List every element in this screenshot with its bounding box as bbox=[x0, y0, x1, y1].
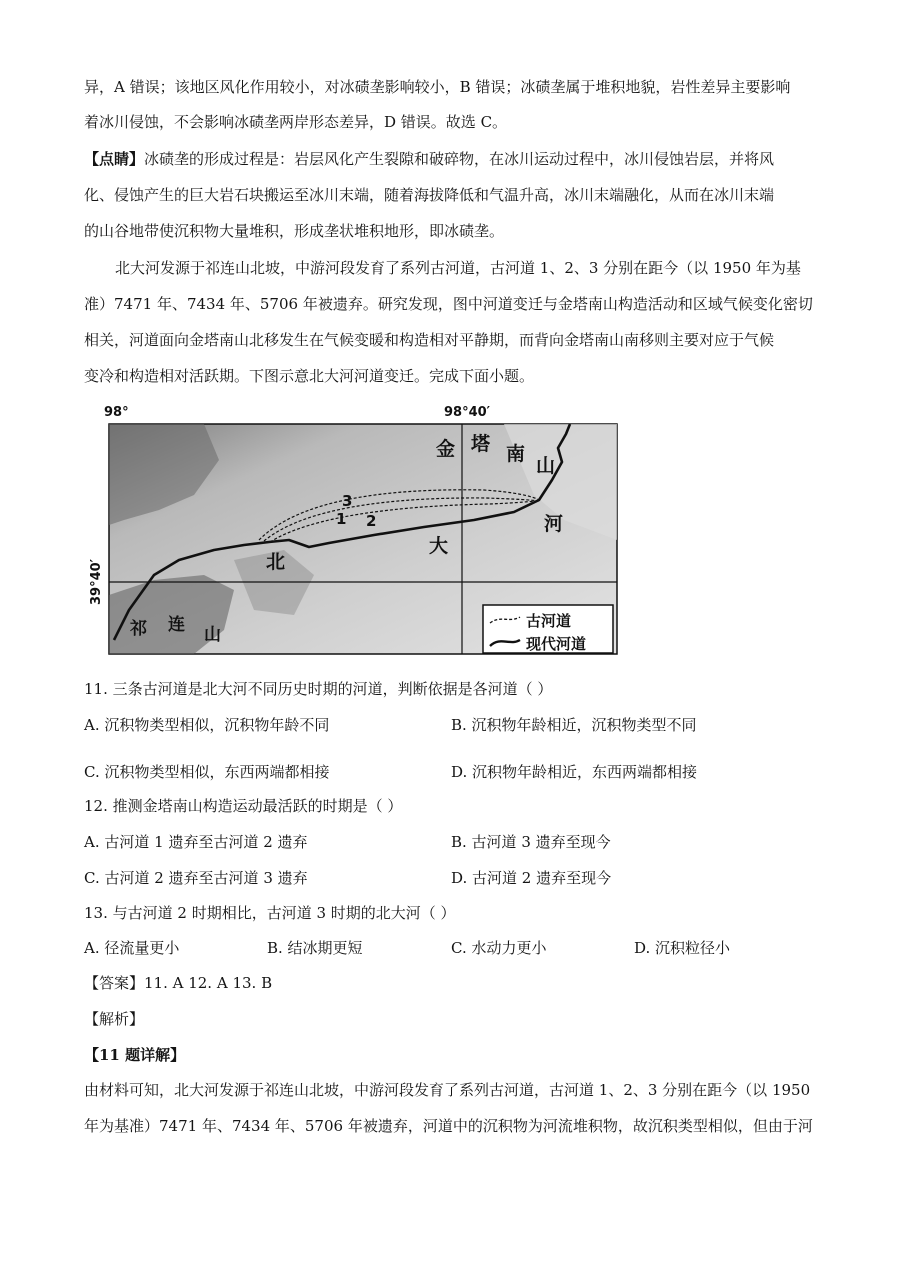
analysis-tag: 【解析】 bbox=[84, 1010, 145, 1028]
detail-line: 年为基准）7471 年、7434 年、5706 年被遗弃，河道中的沉积物为河流堆积物，故沉积类型相似，但由于河 bbox=[84, 1117, 813, 1135]
question-option: D. 古河道 2 遗弃至现今 bbox=[451, 869, 612, 887]
channel-number-2: 2 bbox=[366, 512, 377, 530]
lon-label-left: 98° bbox=[104, 405, 129, 420]
question-stem: 12. 推测金塔南山构造运动最活跃的时期是（ ） bbox=[84, 797, 403, 815]
lat-label: 39°40′ bbox=[89, 558, 104, 605]
question-option: B. 沉积物年龄相近，沉积物类型不同 bbox=[451, 716, 697, 734]
legend-old-label: 古河道 bbox=[526, 612, 572, 630]
mountain-south-char: 山 bbox=[204, 625, 221, 645]
material-line: 准）7471 年、7434 年、5706 年被遗弃。研究发现，图中河道变迁与金塔南山构造活动和区域气候变化密切 bbox=[84, 295, 813, 313]
question-option: C. 水动力更小 bbox=[451, 939, 547, 957]
channel-number-1: 1 bbox=[336, 510, 347, 528]
material-line: 北大河发源于祁连山北坡，中游河段发育了系列古河道，古河道 1、2、3 分别在距今（以 1950 年为基 bbox=[115, 259, 801, 277]
mountain-north-char: 金 bbox=[436, 438, 456, 460]
question-option: A. 古河道 1 遗弃至古河道 2 遗弃 bbox=[84, 833, 308, 851]
detail-tag: 【11 题详解】 bbox=[84, 1046, 186, 1064]
river-change-map bbox=[84, 400, 624, 660]
channel-number-3: 3 bbox=[342, 492, 353, 510]
material-line: 变冷和构造相对活跃期。下图示意北大河河道变迁。完成下面小题。 bbox=[84, 367, 535, 385]
river-char: 大 bbox=[429, 535, 449, 557]
material-line: 相关，河道面向金塔南山北移发生在气候变暖和构造相对平静期，而背向金塔南山南移则主要对应于气候 bbox=[84, 331, 775, 349]
legend-modern-label: 现代河道 bbox=[526, 635, 587, 653]
river-char: 北 bbox=[266, 551, 286, 573]
question-option: D. 沉积物年龄相近，东西两端都相接 bbox=[451, 763, 698, 781]
mountain-north-char: 塔 bbox=[471, 433, 491, 455]
question-option: D. 沉积粒径小 bbox=[634, 939, 731, 957]
tip-paragraph-line: 的山谷地带使沉积物大量堆积，形成垄状堆积地形，即冰碛垄。 bbox=[84, 222, 505, 240]
question-option: B. 结冰期更短 bbox=[267, 939, 363, 957]
question-option: C. 古河道 2 遗弃至古河道 3 遗弃 bbox=[84, 869, 308, 887]
question-option: A. 径流量更小 bbox=[84, 939, 180, 957]
question-option: A. 沉积物类型相似，沉积物年龄不同 bbox=[84, 716, 330, 734]
mountain-south-char: 祁 bbox=[130, 619, 147, 639]
detail-line: 由材料可知，北大河发源于祁连山北坡，中游河段发育了系列古河道，古河道 1、2、3 分别在距今（以 1950 bbox=[84, 1081, 811, 1099]
tip-text: 冰碛垄的形成过程是：岩层风化产生裂隙和破碎物，在冰川运动过程中，冰川侵蚀岩层，并将风 bbox=[144, 150, 775, 168]
paragraph-line: 着冰川侵蚀，不会影响冰碛垄两岸形态差异，D 错误。故选 C。 bbox=[84, 113, 508, 131]
mountain-south-char: 连 bbox=[168, 615, 185, 635]
paragraph-line: 异，A 错误；该地区风化作用较小，对冰碛垄影响较小，B 错误；冰碛垄属于堆积地貌，岩性差异主要影响 bbox=[84, 78, 791, 96]
question-stem: 13. 与古河道 2 时期相比，古河道 3 时期的北大河（ ） bbox=[84, 904, 456, 922]
lon-label-right: 98°40′ bbox=[444, 405, 491, 420]
tip-tag: 【点睛】 bbox=[84, 150, 145, 168]
mountain-north-char: 南 bbox=[506, 443, 526, 465]
answer-line: 【答案】11. A 12. A 13. B bbox=[84, 974, 273, 992]
tip-paragraph-line: 化、侵蚀产生的巨大岩石块搬运至冰川末端，随着海拔降低和气温升高，冰川末端融化，从而在冰川末端 bbox=[84, 186, 775, 204]
question-stem: 11. 三条古河道是北大河不同历史时期的河道，判断依据是各河道（ ） bbox=[84, 680, 553, 698]
mountain-north-char: 山 bbox=[536, 455, 556, 477]
river-char: 河 bbox=[544, 513, 564, 535]
question-option: C. 沉积物类型相似，东西两端都相接 bbox=[84, 763, 330, 781]
tip-paragraph-line bbox=[84, 149, 774, 169]
question-option: B. 古河道 3 遗弃至现今 bbox=[451, 833, 611, 851]
